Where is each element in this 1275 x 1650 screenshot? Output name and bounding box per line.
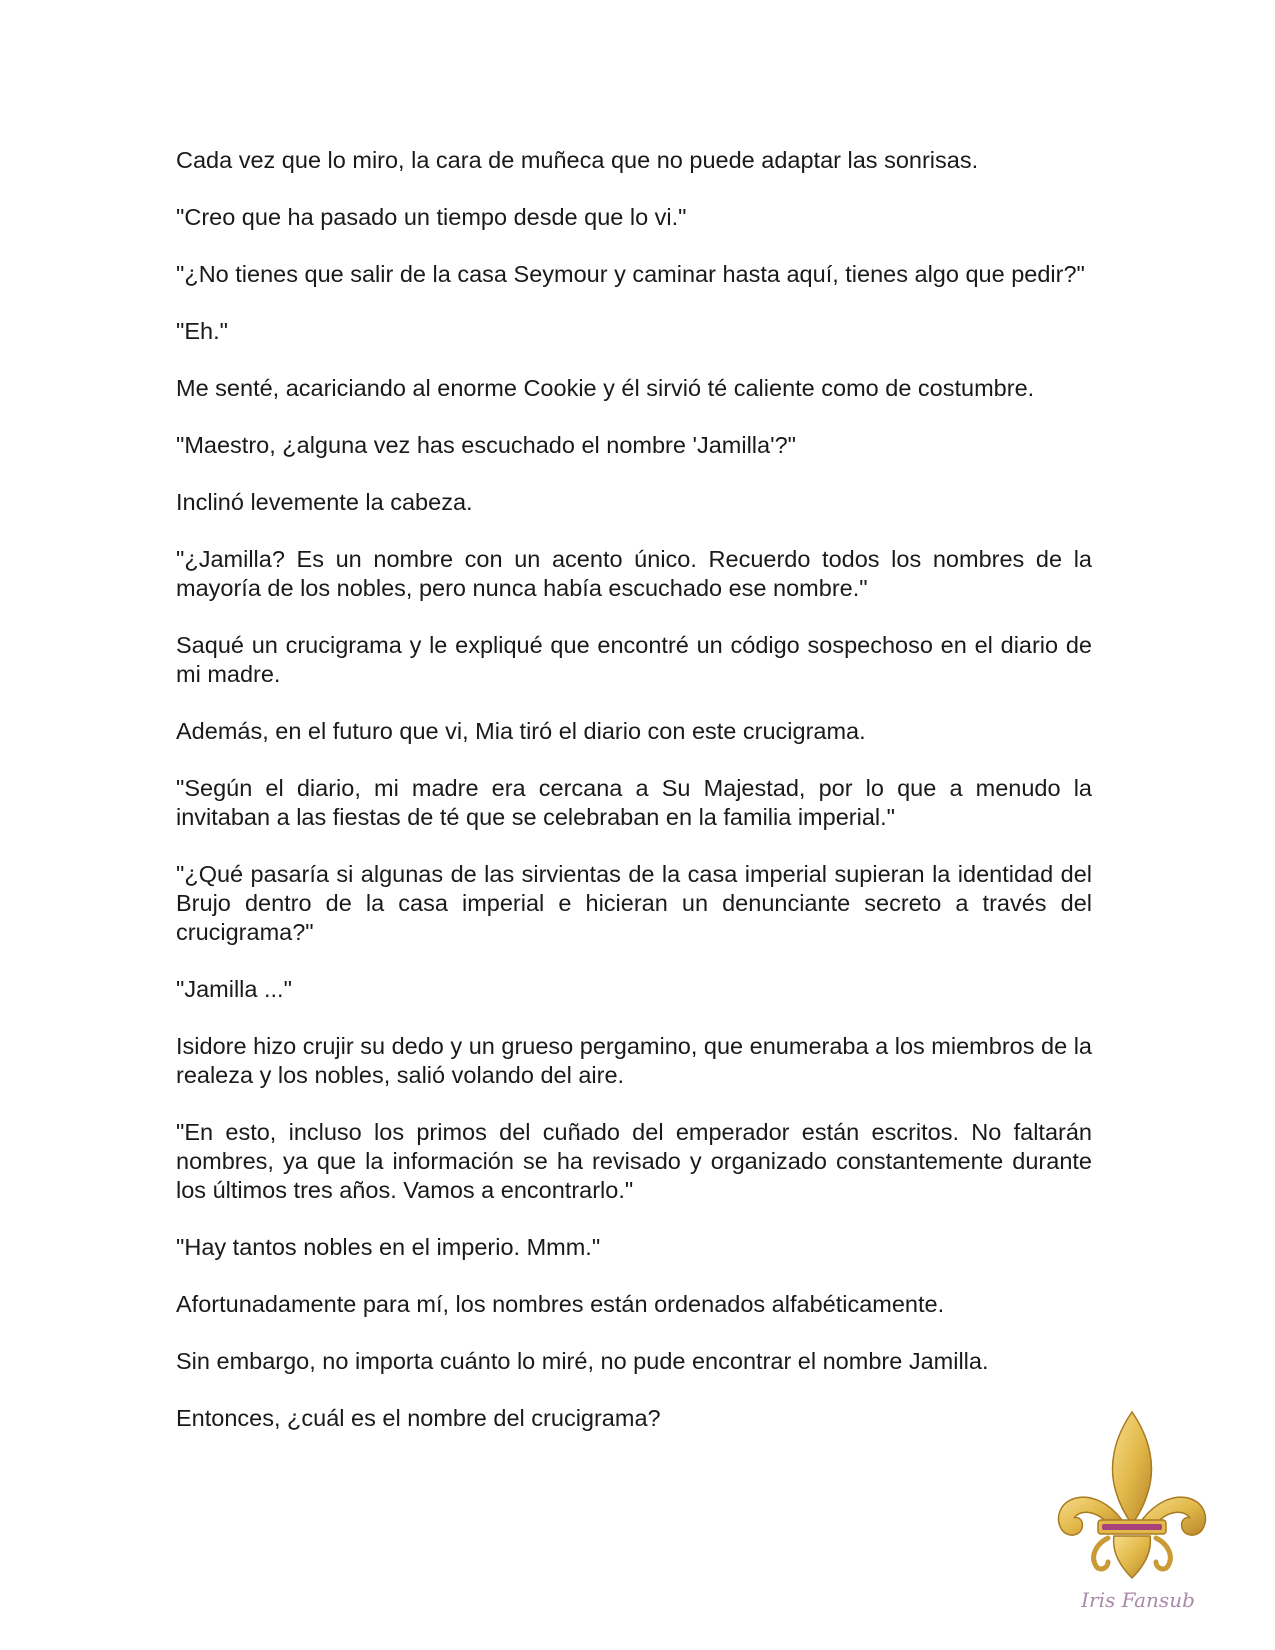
paragraph: "En esto, incluso los primos del cuñado del emperador están escritos. No faltarán nombres, ya que la información se ha revisado y organizado constantemente durante los últimos tres años. Vamos a encontrarlo." <box>176 1119 1092 1203</box>
paragraph: Saqué un crucigrama y le expliqué que encontré un código sospechoso en el diario de mi madre. <box>176 632 1092 687</box>
paragraph: "Jamilla ..." <box>176 976 292 1002</box>
document-body <box>176 146 1092 1461</box>
paragraph: Sin embargo, no importa cuánto lo miré, no pude encontrar el nombre Jamilla. <box>176 1348 989 1374</box>
paragraph: Cada vez que lo miro, la cara de muñeca que no puede adaptar las sonrisas. <box>176 147 979 173</box>
paragraph: "¿No tienes que salir de la casa Seymour y caminar hasta aquí, tienes algo que pedir?" <box>176 261 1085 287</box>
paragraph: "Creo que ha pasado un tiempo desde que lo vi." <box>176 204 687 230</box>
paragraph: Isidore hizo crujir su dedo y un grueso pergamino, que enumeraba a los miembros de la realeza y los nobles, salió volando del aire. <box>176 1033 1092 1088</box>
paragraph: "¿Qué pasaría si algunas de las sirvientas de la casa imperial supieran la identidad del Brujo dentro de la casa imperial e hicieran un denunciante secreto a través del crucigrama?" <box>176 861 1092 945</box>
paragraph: "Maestro, ¿alguna vez has escuchado el nombre 'Jamilla'?" <box>176 432 796 458</box>
paragraph: Además, en el futuro que vi, Mia tiró el diario con este crucigrama. <box>176 718 866 744</box>
paragraph: "Hay tantos nobles en el imperio. Mmm." <box>176 1234 601 1260</box>
paragraph: "Eh." <box>176 318 228 344</box>
paragraph: Me senté, acariciando al enorme Cookie y él sirvió té caliente como de costumbre. <box>176 375 1035 401</box>
paragraph: Afortunadamente para mí, los nombres están ordenados alfabéticamente. <box>176 1291 945 1317</box>
paragraph: Entonces, ¿cuál es el nombre del crucigrama? <box>176 1405 661 1431</box>
paragraph: "Según el diario, mi madre era cercana a Su Majestad, por lo que a menudo la invitaban a las fiestas de té que se celebraban en la familia imperial." <box>176 775 1092 830</box>
paragraph: Inclinó levemente la cabeza. <box>176 489 473 515</box>
watermark-signature: Iris Fansub <box>1081 1588 1195 1612</box>
paragraph: "¿Jamilla? Es un nombre con un acento único. Recuerdo todos los nombres de la mayoría de los nobles, pero nunca había escuchado ese nombre." <box>176 546 1092 601</box>
